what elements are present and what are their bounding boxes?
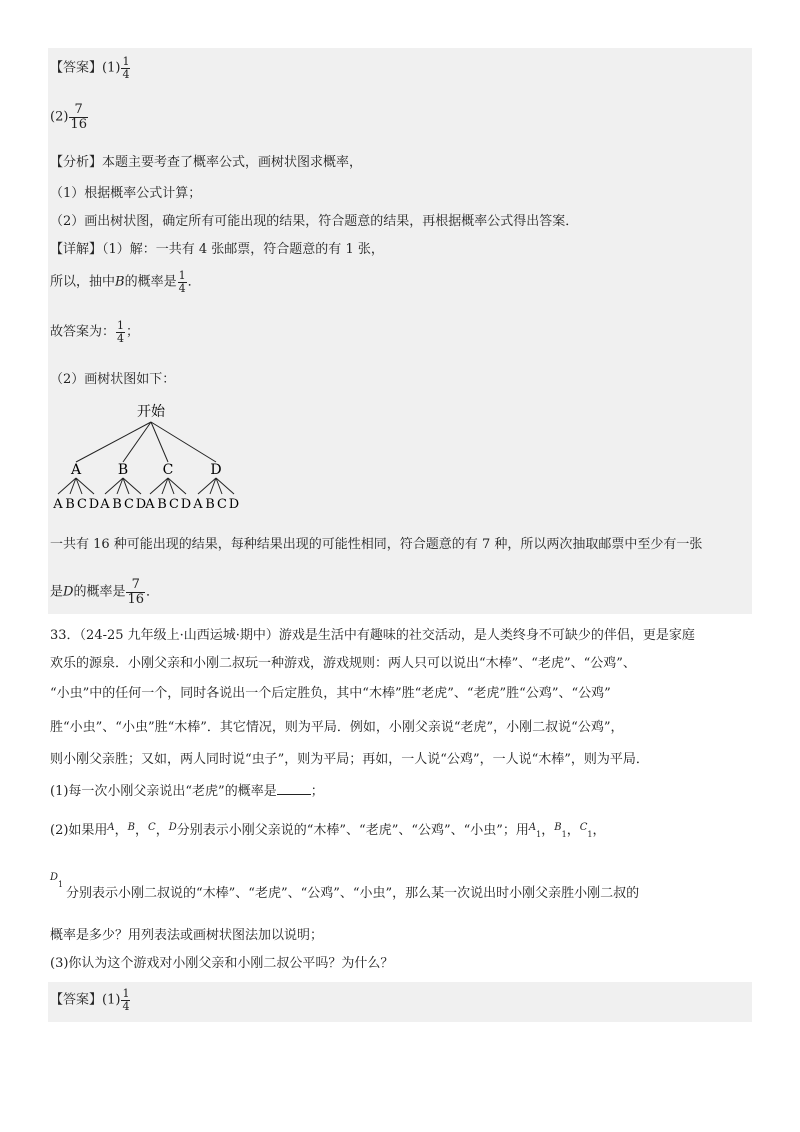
tree-node-level2: A xyxy=(145,497,155,512)
solution-block xyxy=(48,48,752,614)
tree-node-level2: D xyxy=(88,497,100,512)
answer-line-3: 【答案】(1) $\frac{1}{4}$ xyxy=(50,987,130,1013)
q33-part-2-d1: $^D_1$ xyxy=(50,872,64,889)
q33-line-4: 胜“小虫”、“小虫”胜“木棒”．其它情况，则为平局．例如，小刚父亲说“老虎”，小刚二叔说“公鸡”， xyxy=(50,720,624,735)
q33-part-1: (1)每一次小刚父亲说出“老虎”的概率是 ； xyxy=(50,784,324,799)
tree-branch xyxy=(123,422,151,462)
detail-line-2: 所以，抽中B的概率是 $\frac{1}{4}$ ． xyxy=(50,269,201,295)
q33-part-2-line-2: 分别表示小刚二叔说的“木棒”、“老虎”、“公鸡”、“小虫”，那么某一次说出时小刚父亲胜小刚二叔的 xyxy=(66,886,640,901)
tree-node-level2: D xyxy=(228,497,240,512)
tree-node-level2: C xyxy=(77,497,87,512)
detail-line-4: （2）画树状图如下： xyxy=(50,372,176,387)
tree-node-level1: A xyxy=(70,462,82,478)
tree-root: 开始 xyxy=(137,404,165,420)
tree-node-level2: A xyxy=(53,497,63,512)
q33-line-1: 33．（24-25 九年级上·山西运城·期中）游戏是生活中有趣味的社交活动，是人类终身不可缺少的伴侣，更是家庭 xyxy=(50,628,695,643)
answer-block xyxy=(48,982,752,1022)
conclusion-line-2: 是D的概率是 $\frac{7}{16}$ ． xyxy=(50,577,160,607)
tree-node-level1: D xyxy=(210,462,222,478)
detail-line-3: 故答案为： $\frac{1}{4}$ ； xyxy=(50,319,140,345)
q33-part-3: (3)你认为这个游戏对小刚父亲和小刚二叔公平吗？为什么？ xyxy=(50,956,394,971)
tree-node-level2: C xyxy=(124,497,134,512)
tree-node-level2: B xyxy=(157,497,167,512)
tree-branch xyxy=(151,422,216,462)
tree-diagram xyxy=(44,396,254,516)
q33-line-2: 欢乐的源泉．小刚父亲和小刚二叔玩一种游戏，游戏规则：两人只可以说出“木棒”、“老虎”、“公鸡”、 xyxy=(50,656,636,671)
tree-node-level2: C xyxy=(217,497,227,512)
conclusion-line-1: 一共有 16 种可能出现的结果，每种结果出现的可能性相同，符合题意的有 7 种，所以两次抽取邮票中至少有一张 xyxy=(50,537,703,552)
q33-part-2: (2)如果用$^A$，$^B$，$^C$，$^D$分别表示小刚父亲说的“木棒”、“老虎”、“公鸡”、“小虫”；用$^A_1$，$^B_1$，$^C_1$， xyxy=(50,822,606,839)
tree-node-level2: C xyxy=(169,497,179,512)
tree-branch xyxy=(76,422,151,462)
q33-part-2-line-3: 概率是多少？用列表法或画树状图法加以说明； xyxy=(50,928,324,943)
fraction: $\frac{1}{4}$ xyxy=(178,269,186,295)
fraction: $\frac{1}{4}$ xyxy=(117,319,125,345)
q33-line-5: 则小刚父亲胜；又如，两人同时说“虫子”，则为平局；再如，一人说“公鸡”，一人说“木棒”，则为平局． xyxy=(50,752,649,767)
fraction: $\frac{1}{4}$ xyxy=(122,987,130,1013)
tree-node-level2: D xyxy=(180,497,192,512)
tree-node-level2: B xyxy=(112,497,122,512)
detail-line-1: 【详解】（1）解：一共有 4 张邮票，符合题意的有 1 张， xyxy=(50,242,384,257)
answer-line-1: 【答案】(1) $\frac{1}{4}$ xyxy=(50,55,130,81)
q33-line-3: “小虫”中的任何一个，同时各说出一个后定胜负，其中“木棒”胜“老虎”、“老虎”胜“公鸡”、“公鸡” xyxy=(50,686,611,701)
answer-blank xyxy=(277,783,311,795)
tree-branch xyxy=(151,422,168,462)
answer-label: 【答案】 xyxy=(50,60,103,76)
tree-node-level1: B xyxy=(117,462,129,478)
analysis-line-2: （1）根据概率公式计算； xyxy=(50,186,202,201)
tree-node-level2: A xyxy=(193,497,203,512)
analysis-line-3: （2）画出树状图，确定所有可能出现的结果，符合题意的结果，再根据概率公式得出答案． xyxy=(50,214,579,229)
analysis-line-1: 【分析】本题主要考查了概率公式，画树状图求概率， xyxy=(50,155,363,170)
tree-node-level1: C xyxy=(162,462,174,478)
tree-node-level2: A xyxy=(100,497,110,512)
answer-line-2: (2) $\frac{7}{16}$ xyxy=(50,102,87,132)
fraction: $\frac{1}{4}$ xyxy=(122,55,130,81)
tree-node-level2: B xyxy=(205,497,215,512)
fraction: $\frac{7}{16}$ xyxy=(70,102,87,132)
tree-node-level2: B xyxy=(65,497,75,512)
fraction: $\frac{7}{16}$ xyxy=(127,577,145,607)
tree-node-level2: D xyxy=(135,497,147,512)
